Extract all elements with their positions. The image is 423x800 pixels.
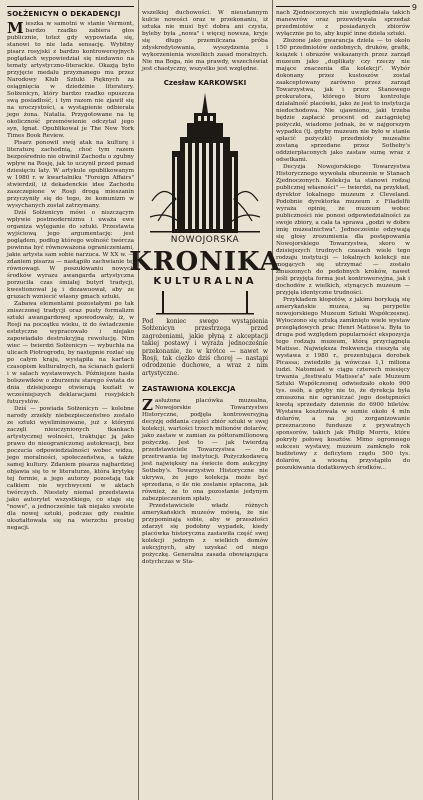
paragraph-text: ieszka w samotni w stanie Vermont, bardzo rzadko zabiera głos publicznie, toteż gdy wypowiada się, stanowi to nie lada sensację. Wybitny pisarz rosyjski z bardzo kontrowersyjnych poglądach wypowiedział się niedawno na tematy artystyczno-literackie. Okazją było przyjęcie medalu przyznanego mu przez Narodowy Klub Sztuki Pięknych za osiągnięcia w dziedzinie literatury. Sołżenicyn, który bardzo rzadko opuszcza swą posiadłość, i tym razem nie zjawił się na uroczystości, a wystąpienie odbierała jego żona. Natalia. Przygotowane na tę okoliczność przemówienie odczytał jego syn, Ignat. Opublikował je The New York Times Book Review. <box>7 21 134 139</box>
drop-cap: Z <box>142 396 153 415</box>
article-paragraph-4: Zabawa elementami pozostałymi po tak zniszczonej tradycji oraz pusty formalizm sztuki awangardowej spowodowały, iż, w Rosji na początku wieku, iż do świadczenie estetyczne wypracowało i niejako zapowiadało destrukcyjną rewolucję. Nim wiec — twierdzi Sołżenicyn — wybuchła na ulicach Piotrogrodu, by następnie rozlać się po całym kraju, wystąpiła na kartach czasopism kulturalnych, na ścianach galerii i w salach wystawowych. Późniejsze hasła bolszewików o zburzeniu starego świata do dnia dzisiejszego otwierają kształt w wcześniejszych deklaracjami rosyjskich futurystów. <box>7 301 134 405</box>
right-paragraph-3: Decyzja Nowojorskiego Towarzystwa Historycznego wywołała oburzenie w Stanach Zjednoczonych. Kolekcja ta stanowi rodzaj publicznej własności" — twierdzi, na przykład, dyrektor lokalnego muzeum z Cleveland. Podobnie dyrektorka muzeum z Filadelfii wyraża opinię, że muzeum wobec publiczności nie ponosi odpowiedzialności za swoje zbiory, a cała ta sprawa „godzi w dobre imię muzealnictwa". Jednocześnie odzywają się głosy zrozumienia dla postępowania Nowojorskiego Towarzystwa, skoro w dzisiejszych trudnych czasach wiele tego rodzaju instytucji — lokalnych kolekcji nie mogących się utrzymać — zostało zmuszonych do podobnych kroków, nawet jeśli przyjęta forma jest kontrowersyjna, jak i dochodów z wielkich, stynących muzeum — przyjęła identyczne trudności. <box>276 164 411 296</box>
column-masthead-illustration <box>129 91 281 316</box>
author-byline: Czesław KARKOWSKI <box>163 79 247 87</box>
article-paragraph-2: Pisarz ponowił swój atak na kulturę i literaturę zachodnią, choć tym razem bezpośrednio nie obwinił Zachodu o zgubny wpływ na Rosję, jak to uczynił przed ponad dziesięciu laty. W artykule opublikowanym w 1980 r. w kwartalniku "Foreign Affairs" stwierdził, iż dekadenckie idee Zachodu zaszczepione w Rosji drogą mieszanin przyczyniły się do tego, że komunizm w wysychanych został zatrzymany. <box>7 140 134 209</box>
article-continuation: wszelkiej duchowości. W nieustannym kulcie nowości oraz w przekonaniu, iż sztuka nie musi być dobra ani czysta, byleby była „nowa" i więcej nowsza, kryje się długo przemilczana próba zdyskredytowania, wyszydzenia i wykorzenienia wszelkich zasad moralnych. Nie ma Boga, nie ma prawdy, wszechświat jest chaotyczny, wszystko jest względne. <box>142 10 268 72</box>
section-heading-collection: ZASTAWIONA KOLEKCJA <box>142 385 236 394</box>
page-number: 9 <box>411 3 417 12</box>
article-paragraph-3: Dziś Sołżenicyn mówi o niszczącym wpływie postmodernizmu i uważa ewe organiza wylęganie do sztuki. Przestawia wyjściową jego argumentację: jest poglądem, podług którego wolność twórcza powinna być równoważona ograniczeniami, jakie artysta sam sobie narzuca. W XX w. — zdaniem pisarza — nastąpiło zachwianie tej równowagi. W poszukiwaniu nowych środków wyrazu awangarda artystyczna porzuciła czas śmiałej butyrł tradycji, kwestionował ją i dezawuował, aby ze gruzach wzniecić własny gmach sztuki. <box>7 210 134 300</box>
masthead-line-3: KULTURALNA <box>153 276 257 287</box>
paragraph-text: asłużona placówka muzealna, Nowojorskie Towarzystwo Historyczne, podjęła kontrowersyjną decyzję oddania części zbiór sztuki w swej kolekcji, wartości trzech milionów dolarów, jako zastaw w zamian za półtoramilionową pożyczkę. Jest to — jak twierdzą przedstawiciele Towarzystwa — do przetrwania tej instytucji. Pożyczkodawcą jest największy na świecie dom aukcyjny Sotheby's. Towarzystwo Historyczne nie ukrywa, że jego kolekcja może być sprzedana, o ile nie zostanie spłacona, jak również, że to ona pozostanie jedynym zabezpieczeniem spłaty. <box>142 398 268 503</box>
right-paragraph-4: Przykładem kłopotów, z jakimi borykają się amerykańskie muzea, są perypetie nowojorskiego Muzeum Sztuki Współczesnej. Wyłoczono się sztuką zamknięto wiele wystaw przeglądowych prac Henri Matisse'a. Była to druga pod względem popularności ekspozycja tego rodzaju muzeum, którą przyciągnęła Matisse. Największa frekwencja cieszyła się wystawa z 1980 r., prezentująca dorobek Picassa; zwiedziło ją wówczas 1,1 miliona ludzi. Natomiast w ciągu czterech miesięcy trwania „festiwalu Matisse'a" sale Muzeum Sztuki Współczesnej odwiedzało około 900 tys. osób, a gdyby nie to, że dyrekcja była zmuszona nie ograniczać jego dostępności kwotą sprzedaży dziennie do 6900 biletów. Wystawa kosztowała w sumie około 4 mln dolarów, a na jej zorganizowanie przeznaczono fundusze z prywatnych sponsorów, takich jak Philip Morris, które pokryły połowę kosztów. Mimo ogromnego sukcesu wystawy, muzeum zamknęło rok budżetowy z deficytem rzędu 500 tys. dolarów, a wiosną przystąpiło do poszukiwania dodatkowych środków... <box>276 297 410 471</box>
drop-cap: M <box>7 19 24 37</box>
lead-paragraph: Pod koniec swego wystąpienia Sołżenicyn przestrzega przed zagrożeniami, jakie płyną z akceptacji takiej postawy i wyraża jednocześnie przekonanie, że w krótce — nawet w Rosji, tak ciężko dziś chorej — nastąpi odrodzenie duchowe, a wraz z nim artystyczne. <box>142 318 268 377</box>
skyscraper-illustration <box>129 91 281 316</box>
column-divider-left <box>138 0 139 800</box>
collection-paragraph-1 <box>142 398 268 503</box>
collection-paragraph-2: Przedstawiciele władz różnych amerykańskich muzeów mówią, że nie przypominają sobie, aby w przeszłości zdarzył się podobny wypadek, kiedy placówka historyczna zastawiła część swej kolekcji jednym z wielkich domów aukcyjnych, aby uzyskać od niego pożyczkę. Generalna zasada obowiązująca dotychczas w Sta- <box>142 503 268 566</box>
left-column <box>7 0 134 800</box>
article-paragraph-1 <box>7 21 134 140</box>
right-paragraph-2: Złożone jako gwarancja dzieła — to około 150 przedmiotów ozdobnych, druków, grafik, książek i obrazów wskazanych przez zarząd muzeum jako „duplikaty czy rzeczy nie mające znaczenia dla kolekcji". Wybór dokonany przez kustoszów został zaakceptowany zarówno przez zarząd Towarzystwa, jak i przez Stanowego prokuratora, którego biuro kontroluje działalność placówki, jako że jest to instytucja niedochodowa. Nie ujawniono, jaki trzeba będzie zapłacić procent od zaciągniętej pożyczki, wiadomo jednak, że w najgorszym wypadku (tj. gdyby muzeum nie było w stanie spłacić pożyczki) przedmioty muzealne zostaną sprzedane przez Sotheby's oddzierpłaconych jako zastaw sumę wraz z odsetkami. <box>276 38 410 163</box>
right-column <box>276 0 410 800</box>
article-heading-solzhenitsyn: SOŁŻENICYN O DEKADENCJI <box>7 10 121 18</box>
right-paragraph-1: nach Zjednoczonych nie uwzględniała takich manewrów oraz przewidywała sprzedaż przedmiotów z posiadanych zbiorów wyłącznie po to, aby kupić inne dzieła sztuki. <box>276 10 410 37</box>
spire <box>202 93 208 113</box>
masthead-line-1: NOWOJORSKA <box>170 235 240 245</box>
masthead-line-2: KRONIKA <box>129 247 281 277</box>
column-divider-right <box>272 0 273 800</box>
article-paragraph-5: Dziś — powiada Sołżenicyn — kolebne narody zrzekły niebezpieczeństwo zostało ze sztuki wyeliminowane, już z którymi zaczęli nieuczynionych tkankach artystycznej wolności, traktując ją jako prawo do nieograniczonej autokreacji, bez poczucia odpowiedzialności wobec widza, jego moralności, społeczeństwa, a także samej kultury. Zdaniem pisarza najbardziej objawia się to w literaturze, która krytykę tej formie, a jego autorzy pozostają tak całkiem nie wychwyceni w aktach twórczych. Niestety niemal przedstawia jako autorytet wszystkiego, co staje się "nowe", a jednocześnie tak niejako swoiste dla nowej sztuki, podczas gdy realnie ukształtowała się na wierzchu prostej negacji. <box>7 406 134 531</box>
middle-column <box>129 0 281 800</box>
